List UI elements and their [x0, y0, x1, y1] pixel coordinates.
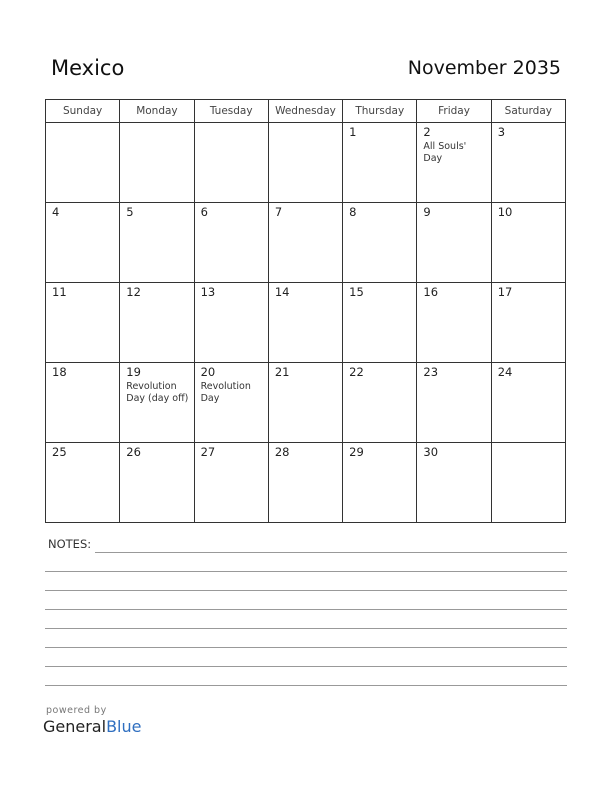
- brand-name-general: General: [43, 717, 107, 736]
- day-cell: [46, 363, 120, 443]
- weekday-header-monday: Monday: [120, 100, 194, 123]
- day-cell: [120, 203, 194, 283]
- day-number: 9: [423, 205, 431, 219]
- day-number: 18: [52, 365, 67, 379]
- day-number: 20: [200, 365, 216, 379]
- day-number: 23: [423, 365, 439, 379]
- week-row: [46, 123, 566, 203]
- day-number: 6: [200, 205, 208, 219]
- day-cell: [194, 283, 268, 363]
- month-year-title: November 2035: [407, 57, 561, 79]
- notes-line: [45, 609, 567, 610]
- notes-line: [45, 666, 567, 667]
- day-cell: [46, 123, 120, 203]
- country-title: Mexico: [51, 56, 125, 80]
- day-cell: [268, 443, 342, 523]
- day-number: 3: [497, 125, 506, 139]
- holiday-label: Revolution Day: [200, 381, 251, 404]
- day-cell: [46, 443, 120, 523]
- day-number: 12: [126, 285, 141, 299]
- notes-line: [45, 647, 567, 648]
- day-number: 29: [349, 445, 364, 459]
- day-number: 26: [126, 445, 141, 459]
- day-cell: [343, 123, 417, 203]
- notes-line: [45, 590, 567, 591]
- notes-line: [95, 552, 567, 553]
- weekday-header-row: [46, 100, 566, 123]
- day-number: 27: [200, 445, 216, 459]
- day-number: 13: [200, 285, 216, 299]
- day-number: 19: [126, 365, 141, 379]
- day-cell: [120, 123, 194, 203]
- holiday-label: All Souls' Day: [423, 141, 467, 164]
- day-cell: [268, 123, 342, 203]
- day-number: 7: [274, 205, 283, 219]
- day-cell: [491, 363, 565, 443]
- day-number: 14: [274, 285, 290, 299]
- notes-line: [45, 685, 567, 686]
- brand-logo: [43, 717, 141, 736]
- day-number: 5: [126, 205, 134, 219]
- notes-line: [45, 571, 567, 572]
- day-number: 2: [423, 125, 431, 139]
- day-number: 25: [52, 445, 67, 459]
- brand-name-blue: Blue: [106, 717, 142, 736]
- day-number: 16: [423, 285, 439, 299]
- day-number: 11: [52, 285, 67, 299]
- day-cell: [343, 283, 417, 363]
- day-cell: [417, 443, 491, 523]
- weekday-header-wednesday: Wednesday: [268, 100, 342, 123]
- day-cell: [120, 443, 194, 523]
- week-row: [46, 443, 566, 523]
- day-cell: [417, 123, 491, 203]
- weekday-header-sunday: Sunday: [46, 100, 120, 123]
- day-number: 1: [349, 125, 357, 139]
- day-cell: [491, 443, 565, 523]
- powered-by-text: powered by: [46, 705, 107, 716]
- day-cell: [268, 203, 342, 283]
- day-cell: [417, 363, 491, 443]
- day-number: 4: [52, 205, 60, 219]
- day-number: 24: [497, 365, 513, 379]
- week-row: [46, 363, 566, 443]
- day-cell: [343, 203, 417, 283]
- week-row: [46, 203, 566, 283]
- weekday-header-saturday: Saturday: [491, 100, 565, 123]
- day-cell: [268, 283, 342, 363]
- day-number: 17: [497, 285, 513, 299]
- day-cell: [194, 443, 268, 523]
- notes-label: NOTES:: [48, 537, 92, 551]
- weekday-header-thursday: Thursday: [343, 100, 417, 123]
- day-cell: [491, 283, 565, 363]
- day-number: 10: [497, 205, 513, 219]
- day-cell: [194, 123, 268, 203]
- day-number: 15: [349, 285, 364, 299]
- calendar-grid: [45, 99, 566, 523]
- day-number: 21: [274, 365, 290, 379]
- day-cell: [417, 203, 491, 283]
- day-cell: [120, 363, 194, 443]
- weekday-header-friday: Friday: [417, 100, 491, 123]
- day-cell: [194, 203, 268, 283]
- day-cell: [417, 283, 491, 363]
- day-cell: [343, 363, 417, 443]
- weekday-header-tuesday: Tuesday: [194, 100, 268, 123]
- day-cell: [343, 443, 417, 523]
- day-number: 8: [349, 205, 357, 219]
- day-cell: [491, 203, 565, 283]
- day-cell: [46, 203, 120, 283]
- day-number: 30: [423, 445, 439, 459]
- day-cell: [268, 363, 342, 443]
- day-cell: [46, 283, 120, 363]
- day-number: 28: [274, 445, 290, 459]
- holiday-label: Revolution Day (day off): [126, 381, 189, 404]
- week-row: [46, 283, 566, 363]
- notes-line: [45, 628, 567, 629]
- day-cell: [491, 123, 565, 203]
- day-cell: [120, 283, 194, 363]
- day-number: 22: [349, 365, 364, 379]
- day-cell: [194, 363, 268, 443]
